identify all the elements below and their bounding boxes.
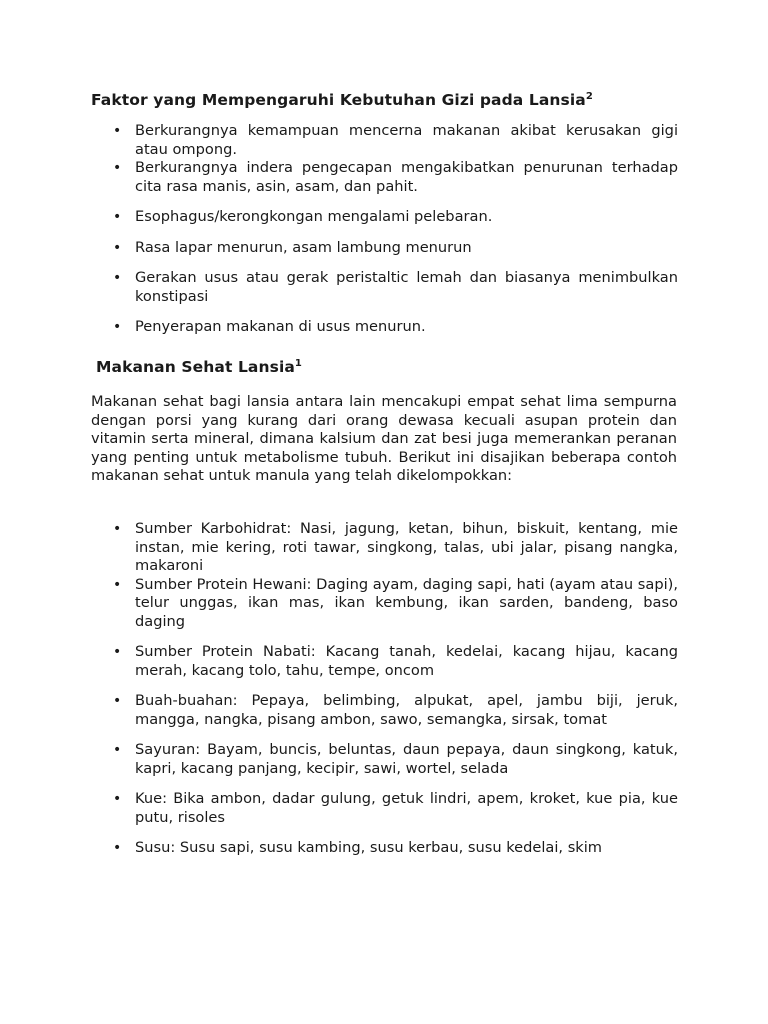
list-item: • Sumber Protein Nabati: Kacang tanah, kedelai, kacang hijau, kacang merah, kacang tolo, tahu, tempe, oncom: [113, 643, 678, 679]
footnote-ref: 2: [585, 91, 593, 102]
factors-list: [113, 122, 678, 337]
intro-paragraph: Makanan sehat bagi lansia antara lain mencakupi empat sehat lima sempurna dengan porsi yang kurang dari orang dewasa kecuali asupan protein dan vitamin serta mineral, dimana kalsium dan zat besi juga memerankan peranan yang penting untuk metabolisme tubuh. Berikut ini disajikan beberapa contoh makanan sehat untuk manula yang telah dikelompokkan:: [91, 393, 677, 484]
list-item: • Penyerapan makanan di usus menurun.: [113, 318, 426, 335]
list-item: • Susu: Susu sapi, susu kambing, susu kerbau, susu kedelai, skim: [113, 839, 603, 856]
bullet-icon: •: [113, 239, 122, 256]
list-item: • Esophagus/kerongkongan mengalami pelebaran.: [113, 208, 493, 225]
section-heading-healthy-food: [96, 357, 302, 377]
bullet-icon: •: [113, 693, 122, 709]
list-item: • Sumber Protein Hewani: Daging ayam, daging sapi, hati (ayam atau sapi), telur unggas, ikan mas, ikan kembung, ikan sarden, bandeng, baso daging: [113, 575, 678, 630]
bullet-icon: •: [113, 319, 122, 335]
list-item: • Berkurangnya indera pengecapan mengakibatkan penurunan terhadap cita rasa manis, asin, asam, dan pahit.: [113, 159, 678, 195]
list-item: • Sayuran: Bayam, buncis, beluntas, daun pepaya, daun singkong, katuk, kapri, kacang panjang, kecipir, sawi, wortel, selada: [113, 741, 678, 777]
bullet-icon: •: [113, 209, 122, 225]
list-item: • Kue: Bika ambon, dadar gulung, getuk lindri, apem, kroket, kue pia, kue putu, risoles: [113, 790, 678, 826]
bullet-icon: •: [113, 840, 122, 856]
section-heading-factors: [91, 90, 593, 110]
bullet-icon: •: [113, 791, 122, 807]
bullet-icon: •: [113, 521, 122, 537]
list-item: • Rasa lapar menurun, asam lambung menurun: [113, 238, 472, 256]
list-item: • Sumber Karbohidrat: Nasi, jagung, ketan, bihun, biskuit, kentang, mie instan, mie kering, roti tawar, singkong, talas, ubi jalar, pisang nangka, makaroni: [113, 520, 678, 574]
footnote-ref: 1: [294, 358, 302, 369]
list-item: • Berkurangnya kemampuan mencerna makanan akibat kerusakan gigi atau ompong.: [113, 122, 678, 158]
bullet-icon: •: [113, 160, 122, 176]
bullet-icon: •: [113, 742, 122, 758]
food-groups-list: [113, 520, 678, 858]
heading-text: Makanan Sehat Lansia: [96, 358, 295, 376]
heading-text: Faktor yang Mempengaruhi Kebutuhan Gizi pada Lansia: [91, 91, 586, 109]
list-item: • Gerakan usus atau gerak peristaltic lemah dan biasanya menimbulkan konstipasi: [113, 269, 678, 305]
bullet-icon: •: [113, 270, 122, 286]
bullet-icon: •: [113, 576, 122, 593]
bullet-icon: •: [113, 644, 122, 660]
bullet-icon: •: [113, 123, 122, 139]
list-item: • Buah-buahan: Pepaya, belimbing, alpukat, apel, jambu biji, jeruk, mangga, nangka, pisang ambon, sawo, semangka, sirsak, tomat: [113, 692, 678, 728]
